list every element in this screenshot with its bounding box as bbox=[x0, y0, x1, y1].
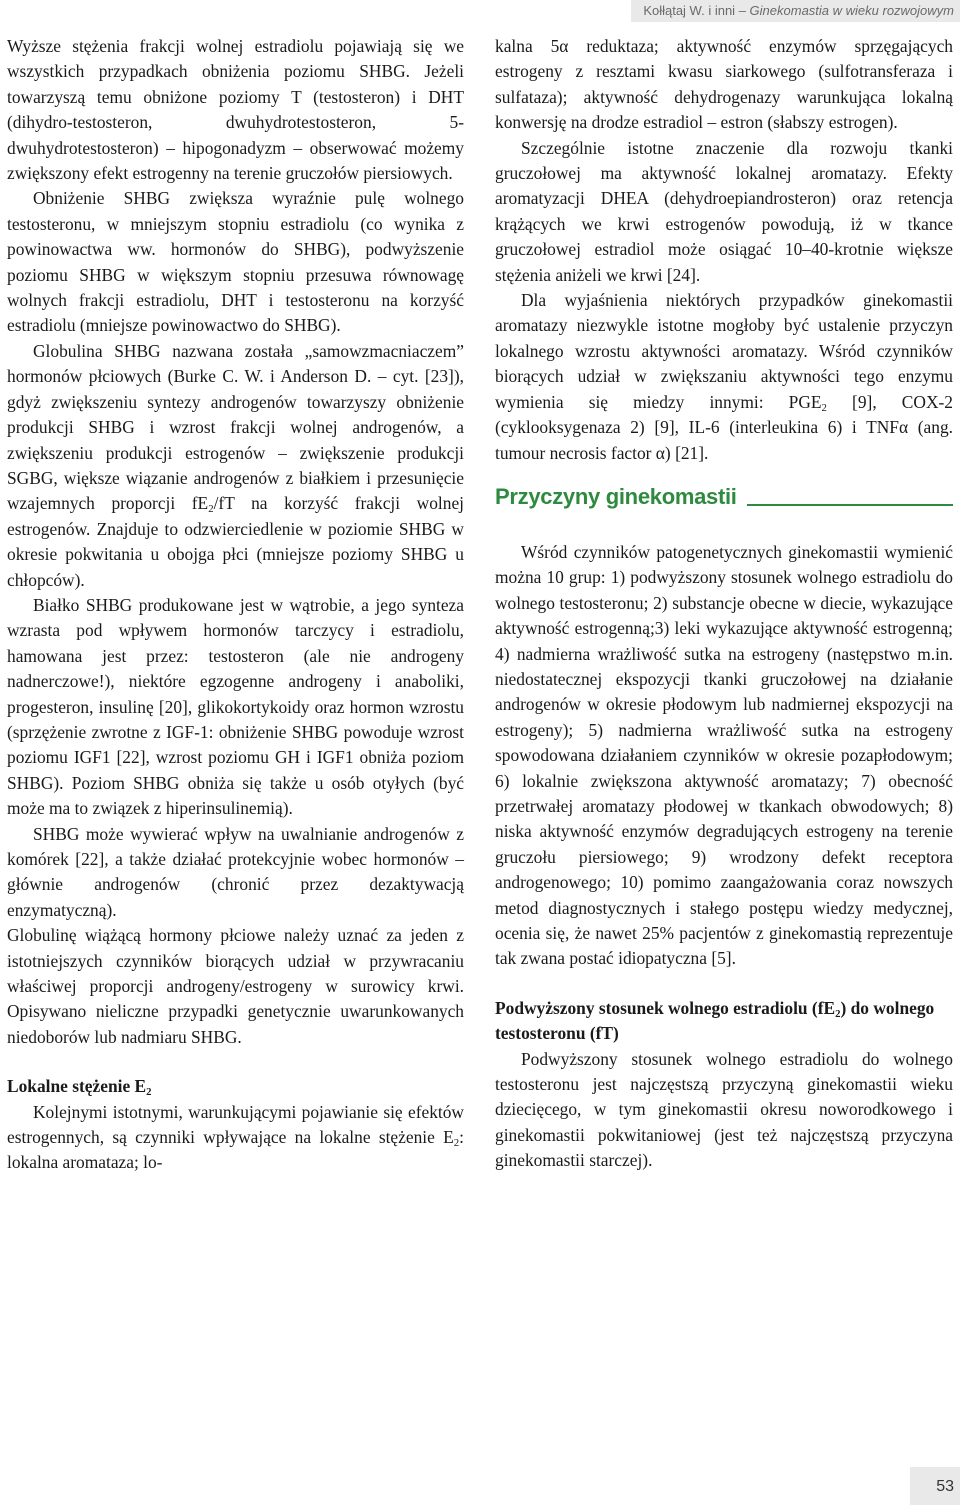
right-column bbox=[495, 34, 953, 1174]
running-head bbox=[631, 0, 960, 22]
paragraph bbox=[7, 339, 464, 593]
paragraph: Globulinę wiążącą hormony płciowe należy uznać za jeden z istotniejszych czynników biorących udział w przywracaniu właściwej proporcji androgeny/estrogeny w surowicy krwi. Opisywano nieliczne przypadki genetycznie uwarunkowanych niedoborów lub nadmiaru SHBG. bbox=[7, 925, 464, 1047]
section-heading-text: Przyczyny ginekomastii bbox=[495, 483, 737, 509]
text-run: Dla wyjaśnienia niektórych przypadków ginekomastii aromatazy niezwykle istotne mogłoby być ustalenie przyczyn lokalnego wzrostu aktywności aromatazy. Wśród czynników biorących udział w zwiększaniu aktywności tego enzymu wymienia się miedzy innymi: PGE bbox=[495, 290, 953, 412]
heading-text: Podwyższony stosunek wolnego estradiolu (fE bbox=[495, 997, 836, 1018]
text-run: : lokalna aromataza; lo- bbox=[7, 1127, 464, 1173]
text-run: /fT na korzyść frakcji wolnej estrogenów. Znajduje to odzwierciedlenie w poziomie SHBG w okresie pokwitania u obojga płci (mniejsze poziomy SHBG u chłopców). bbox=[7, 493, 465, 590]
left-column bbox=[7, 34, 464, 1176]
heading-rule bbox=[747, 504, 953, 506]
subsection-heading bbox=[495, 996, 953, 1047]
paragraph: kalna 5α reduktaza; aktywność enzymów sprzęgających estrogeny z resztami kwasu siarkowego (sulfotransferaza i sulfataza); aktywność dehydrogenazy warunkująca lokalną konwersję na drodze estradiol – estron (słabszy estrogen). bbox=[495, 36, 953, 133]
text-run: Kolejnymi istotnymi, warunkującymi pojawianie się efektów estrogennych, są czynniki wpływające na lokalne stężenie E bbox=[7, 1101, 464, 1148]
paragraph: Podwyższony stosunek wolnego estradiolu do wolnego testosteronu jest najczęstszą przyczyną ginekomastii wieku dziecięcego, w tym ginekomastii okresu noworodkowego i ginekomastii pokwitaniowej (jest też najczęstszą przyczyna ginekomastii starczej). bbox=[495, 1048, 953, 1171]
paragraph: Białko SHBG produkowane jest w wątrobie, a jego synteza wzrasta pod wpływem hormonów tarczycy i estradiolu, hamowana jest przez: testosteron (ale nie androgeny nadnerczowe!), niektóre egzogenne androgeny i anaboliki, progesteron, insulinę [20], glikokortykoidy oraz hormon wzrostu (sprzężenie zwrotne z IGF-1: obniżenie SHBG powoduje wzrost poziomu IGF1 [22], wzrost poziomu GH i IGF1 obniża poziom SHBG). Poziom SHBG obniża się także u osób otyłych (być może ma to związek z hiperinsulinemią). bbox=[7, 594, 464, 819]
subscript: 2 bbox=[208, 503, 214, 516]
paragraph bbox=[7, 1100, 464, 1176]
running-head-journal: Ginekomastia w wieku rozwojowym bbox=[749, 3, 954, 18]
paragraph: Wyższe stężenia frakcji wolnej estradiolu pojawiają się we wszystkich przypadkach obniżenia poziomu SHBG. Jeżeli towarzyszą temu obniżone poziomy T (testosteron) i DHT (dihydro-testosteron, dwuhydrotestosteron, 5-dwuhydrotestosteron) – hipogonadyzm – obserwować możemy zwiększony efekt estrogenny na terenie gruczołów piersiowych. bbox=[7, 36, 464, 184]
paragraph bbox=[495, 288, 953, 466]
running-head-authors: Kołłątaj W. i inni bbox=[643, 3, 736, 18]
subscript: 2 bbox=[821, 401, 827, 414]
heading-text: ) do wolnego testosteronu (fT) bbox=[495, 997, 935, 1044]
subsection-heading bbox=[7, 1074, 464, 1099]
paragraph: SHBG może wywierać wpływ na uwalnianie androgenów z komórek [22], a także działać protekcyjnie wobec hormonów – głównie androgenów (chronić przez dezaktywacją enzymatyczną). bbox=[7, 823, 464, 920]
paragraph: Obniżenie SHBG zwiększa wyraźnie pulę wolnego testosteronu, w mniejszym stopniu estradiolu (co wynika z powinowactwa ww. hormonów do SHBG), podwyższenie poziomu SHBG w większym stopniu przesuwa równowagę wolnych frakcji estradiolu, DHT i testosteronu na korzyść estradiolu (mniejsze powinowactwo do SHBG). bbox=[7, 188, 464, 336]
page-number: 53 bbox=[910, 1467, 960, 1505]
subscript: 2 bbox=[453, 1137, 460, 1150]
heading-text: Lokalne stężenie E bbox=[7, 1076, 147, 1097]
section-heading bbox=[495, 482, 953, 512]
running-head-separator: – bbox=[735, 3, 750, 18]
paragraph: Szczególnie istotne znaczenie dla rozwoju tkanki gruczołowej ma aktywność lokalnej aromatazy. Efekty aromatyzacji DHEA (dehydroepiandrosteron) oraz retencja krążących we krwi estrogenów powodują, iż w tkance gruczołowej estradiol może osiągać 10–40-krotnie większe stężenia aniżeli we krwi [24]. bbox=[495, 137, 953, 285]
subscript: 2 bbox=[146, 1086, 152, 1099]
subscript: 2 bbox=[835, 1008, 841, 1021]
paragraph: Wśród czynników patogenetycznych ginekomastii wymienić można 10 grup: 1) podwyższony stosunek wolnego estradiolu do wolnego testosteronu; 2) substancje obecne w diecie, wykazujące aktywność estrogenną;3) leki wykazujące aktywność estrogenną; 4) nadmierna wrażliwość sutka na estrogeny (następstwo m.in. niedostatecznej ekspozycji tkanki gruczołowej na działanie androgenów w okresie płodowym lub nadmiernej ekspozycji na estrogeny); 5) nadmierna wrażliwość sutka na estrogeny spowodowana działaniem czynników w okresie pozapłodowym; 6) lokalnie zwiększona aktywność aromatazy; 7) obecność przetrwałej aromatazy płodowej w tkankach obwodowych; 8) niska aktywność enzymów degradujących estrogeny na terenie gruczołu piersiowego; 9) wrodzony defekt receptora androgenowego; 10) pomimo zaangażowania coraz nowszych metod diagnostycznych i stałego postępu wiedzy medycznej, ocenia się, że nawet 25% pacjentów z ginekomastią reprezentuje tak zwana postać idiopatyczna [5]. bbox=[495, 541, 953, 969]
text-run: [9], COX-2 (cyklooksygenaza 2) [9], IL-6 (interleukina 6) i TNFα (ang. tumour necrosis factor α) [21]. bbox=[495, 391, 953, 463]
text-run: Globulina SHBG nazwana została „samowzmacniaczem” hormonów płciowych (Burke C. W. i Anderson D. – cyt. [23]), gdyż zwiększeniu syntezy androgenów towarzyszy obniżenie produkcji SHBG i wzrost frakcji wolnej androgenów, a zwiększeniu produkcji estrogenów – zwiększenie produkcji SGBG, większe wiązanie androgenów z białkiem i przesunięcie wzajemnych proporcji fE bbox=[7, 340, 464, 514]
